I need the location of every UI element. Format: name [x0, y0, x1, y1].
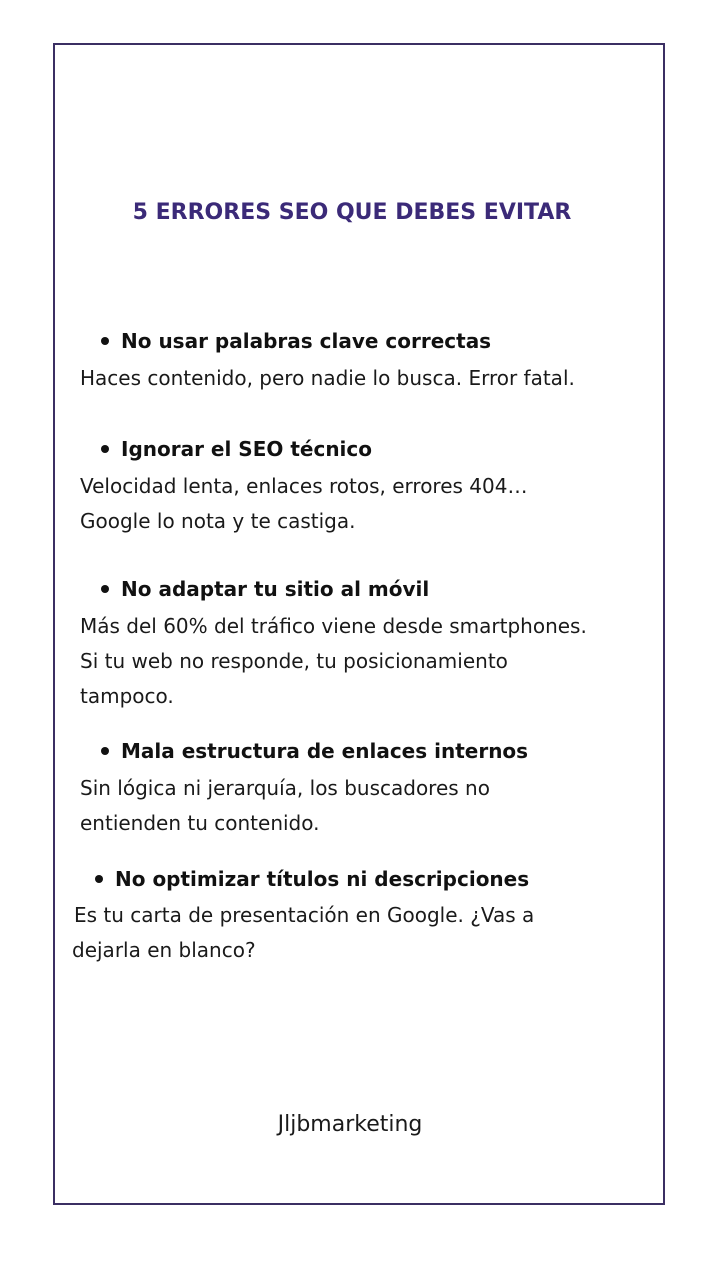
list-item-description-1	[80, 361, 575, 396]
bullet-icon	[101, 585, 109, 593]
item-heading-text: No usar palabras clave correctas	[121, 329, 492, 353]
description-line: entienden tu contenido.	[80, 811, 320, 835]
list-item-heading-1	[101, 329, 491, 353]
description-line: Si tu web no responde, tu posicionamiento	[80, 649, 508, 673]
list-item-description-3	[80, 609, 587, 714]
bullet-icon	[101, 445, 109, 453]
description-line: Sin lógica ni jerarquía, los buscadores no	[80, 776, 490, 800]
description-line: tampoco.	[80, 684, 174, 708]
list-item-heading-4	[101, 739, 528, 763]
list-item-description-5	[74, 898, 534, 968]
description-line: dejarla en blanco?	[72, 938, 256, 962]
list-item-description-2	[80, 469, 527, 539]
list-item-heading-2	[101, 437, 372, 461]
bullet-icon	[101, 747, 109, 755]
description-line: Google lo nota y te castiga.	[80, 509, 356, 533]
item-heading-text: Ignorar el SEO técnico	[121, 437, 373, 461]
list-item-heading-3	[101, 577, 429, 601]
bullet-icon	[95, 875, 103, 883]
brand-footer: Jljbmarketing	[277, 1112, 423, 1137]
item-heading-text: No optimizar títulos ni descripciones	[115, 867, 530, 891]
item-heading-text: No adaptar tu sitio al móvil	[121, 577, 430, 601]
description-line: Más del 60% del tráfico viene desde smartphones.	[80, 614, 587, 638]
description-line: Velocidad lenta, enlaces rotos, errores 404…	[80, 474, 528, 498]
list-item-heading-5	[95, 867, 529, 891]
list-item-description-4	[80, 771, 490, 841]
page-title: 5 ERRORES SEO QUE DEBES EVITAR	[132, 200, 572, 225]
description-line: Es tu carta de presentación en Google. ¿Vas a	[74, 903, 535, 927]
description-line: Haces contenido, pero nadie lo busca. Error fatal.	[80, 366, 575, 390]
item-heading-text: Mala estructura de enlaces internos	[121, 739, 529, 763]
bullet-icon	[101, 337, 109, 345]
